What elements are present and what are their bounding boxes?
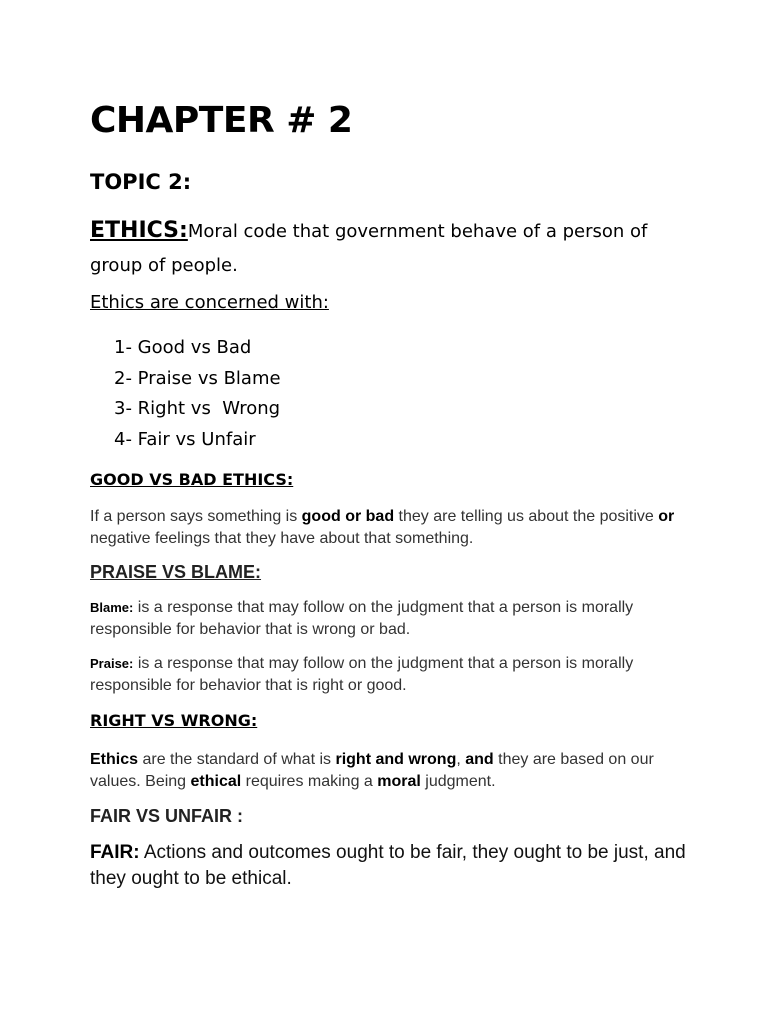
good-bad-paragraph: [90, 506, 690, 550]
text-run: they are based on our values. Being: [90, 751, 654, 790]
bold-run: moral: [377, 773, 421, 790]
praise-blame-heading: PRAISE VS BLAME:: [90, 562, 262, 582]
text-run: ,: [456, 751, 466, 768]
ethics-definition-text: Moral code that government behave of a person of group of people.: [90, 221, 648, 276]
topic-title: TOPIC 2:: [90, 170, 192, 194]
right-wrong-paragraph: [90, 749, 690, 793]
list-item: 1- Good vs Bad: [114, 337, 252, 358]
text-run: they are telling us about the positive: [394, 508, 659, 525]
text-run: are the standard of what is: [138, 751, 336, 768]
text-run: If a person says something is: [90, 508, 302, 525]
bold-run: Ethics: [90, 751, 139, 768]
right-wrong-heading: RIGHT VS WRONG:: [90, 711, 258, 730]
blame-text: is a response that may follow on the judgment that a person is morally responsible for behavior that is wrong or bad.: [90, 599, 634, 638]
bold-run: ethical: [190, 773, 242, 790]
blame-term: Blame:: [90, 600, 134, 615]
concerned-heading: Ethics are concerned with:: [90, 292, 329, 313]
fair-paragraph: [90, 840, 690, 892]
bold-run: or: [658, 508, 675, 525]
bold-run: and: [465, 751, 494, 768]
text-run: requires making a: [241, 773, 378, 790]
ethics-term: ETHICS:: [90, 218, 188, 243]
good-bad-heading: GOOD VS BAD ETHICS:: [90, 470, 294, 489]
fair-unfair-heading: FAIR VS UNFAIR :: [90, 806, 244, 826]
fair-text: Actions and outcomes ought to be fair, they ought to be just, and they ought to be ethical.: [90, 842, 686, 889]
chapter-title: CHAPTER # 2: [90, 100, 353, 141]
text-run: negative feelings that they have about that something.: [90, 530, 474, 547]
list-item: 2- Praise vs Blame: [114, 367, 281, 389]
praise-term: Praise:: [90, 656, 134, 671]
bold-run: good or bad: [301, 508, 395, 525]
praise-text: is a response that may follow on the judgment that a person is morally responsible for behavior that is right or good.: [90, 655, 634, 694]
list-item: 4- Fair vs Unfair: [114, 428, 256, 450]
text-run: judgment.: [420, 773, 496, 790]
bold-run: right and wrong: [335, 751, 457, 768]
ethics-definition: [90, 214, 690, 283]
list-item: 3- Right vs Wrong: [114, 398, 281, 419]
praise-paragraph: [90, 653, 690, 697]
blame-paragraph: [90, 597, 690, 641]
fair-term: FAIR:: [90, 842, 140, 863]
concerns-list: [114, 333, 281, 455]
